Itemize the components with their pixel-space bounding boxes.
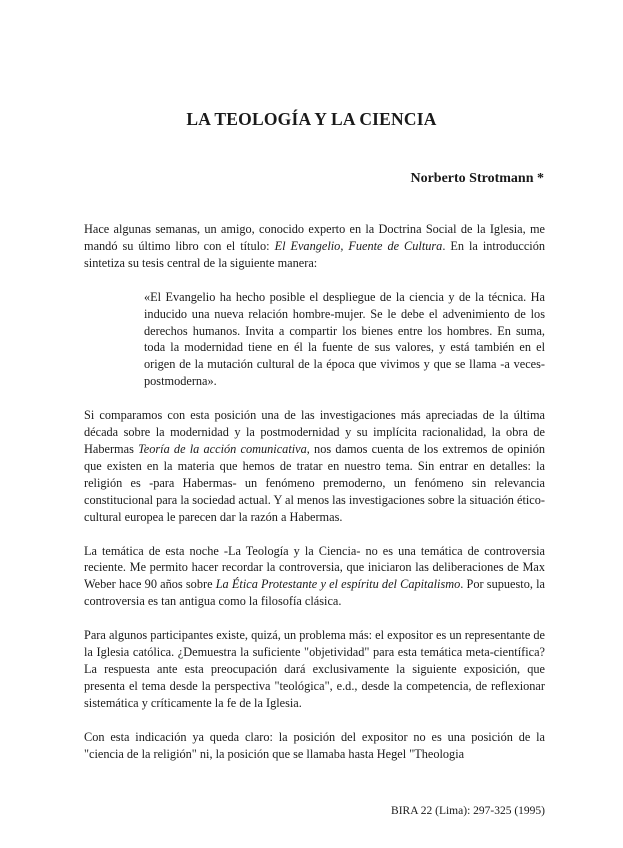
article-title: LA TEOLOGÍA Y LA CIENCIA — [186, 109, 437, 129]
paragraph-1-text-end: . En la introducción sintetiza su tesis central de la siguiente manera: — [84, 238, 546, 270]
paragraph-4: Para algunos participantes existe, quizá, un problema más: el expositor es un representante de la Iglesia católica. ¿Demuestra la suficiente "objetividad" para esta temática meta-científica? La respuesta ante esta preocupación dará exclusivamente la siguiente exposición, que presenta el tema desde la perspectiva "teológica", e.d., desde la competencia, de reflexionar sistemática y críticamente la fe de la Iglesia. — [84, 628, 545, 710]
paragraph-2-text-end: , nos damos cuenta de los extremos de opinión que existen en la materia que hemos de tratar en nuestro tema. Sin entrar en detalles: la religión es -para Habermas- un fenómeno premoderno, un fenómeno sin relevancia constitucional para la sociedad actual. Y al menos las investigaciones sobre la situación ético-cultural europea le parecen dar la razón a Habermas. — [84, 441, 545, 524]
paragraph-3-text-end: . Por supuesto, la controversia es tan antigua como la filosofía clásica. — [84, 577, 545, 609]
paragraph-1-text: Hace algunas semanas, un amigo, conocido experto en la Doctrina Social de la Iglesia, me mandó su último libro con el título: — [84, 222, 545, 253]
paragraph-3-text: La temática de esta noche -La Teología y la Ciencia- no es una temática de controversia reciente. Me permito hacer recordar la controversia, que iniciaron las deliberaciones de Max Weber hace 90 años sobre — [84, 543, 545, 592]
journal-citation: BIRA 22 (Lima): 297-325 (1995) — [391, 805, 545, 817]
paragraph-2-text: Si comparamos con esta posición una de las investigaciones más apreciadas de la última década sobre la modernidad y la postmodernidad y su implícita racionalidad, la obra de Habermas — [84, 408, 545, 456]
article-body — [84, 221, 545, 779]
book-title-habermas: Teoría de la acción comunicativa — [138, 441, 307, 456]
author-name: Norberto Strotmann * — [410, 171, 544, 186]
book-title-evangelio: El Evangelio, Fuente de Cultura — [274, 238, 443, 253]
paragraph-2 — [84, 407, 545, 525]
paragraph-3 — [84, 543, 545, 611]
paragraph-1 — [84, 221, 545, 272]
book-title-weber: La Ética Protestante y el espíritu del Capitalismo — [215, 577, 461, 592]
paragraph-5: Con esta indicación ya queda claro: la posición del expositor no es una posición de la "ciencia de la religión" ni, la posición que se llamaba hasta Hegel "Theologia — [84, 729, 545, 761]
block-quote: «El Evangelio ha hecho posible el despliegue de la ciencia y de la técnica. Ha inducido una nueva relación hombre-mujer. Se le debe el advenimiento de los derechos humanos. Invita a compartir los bienes entre los hombres. En suma, toda la modernidad tiene en él la fuente de sus valores, y está también en el origen de la mutación cultural de la época que vivimos y que se llama -a veces- postmoderna». — [144, 289, 545, 389]
